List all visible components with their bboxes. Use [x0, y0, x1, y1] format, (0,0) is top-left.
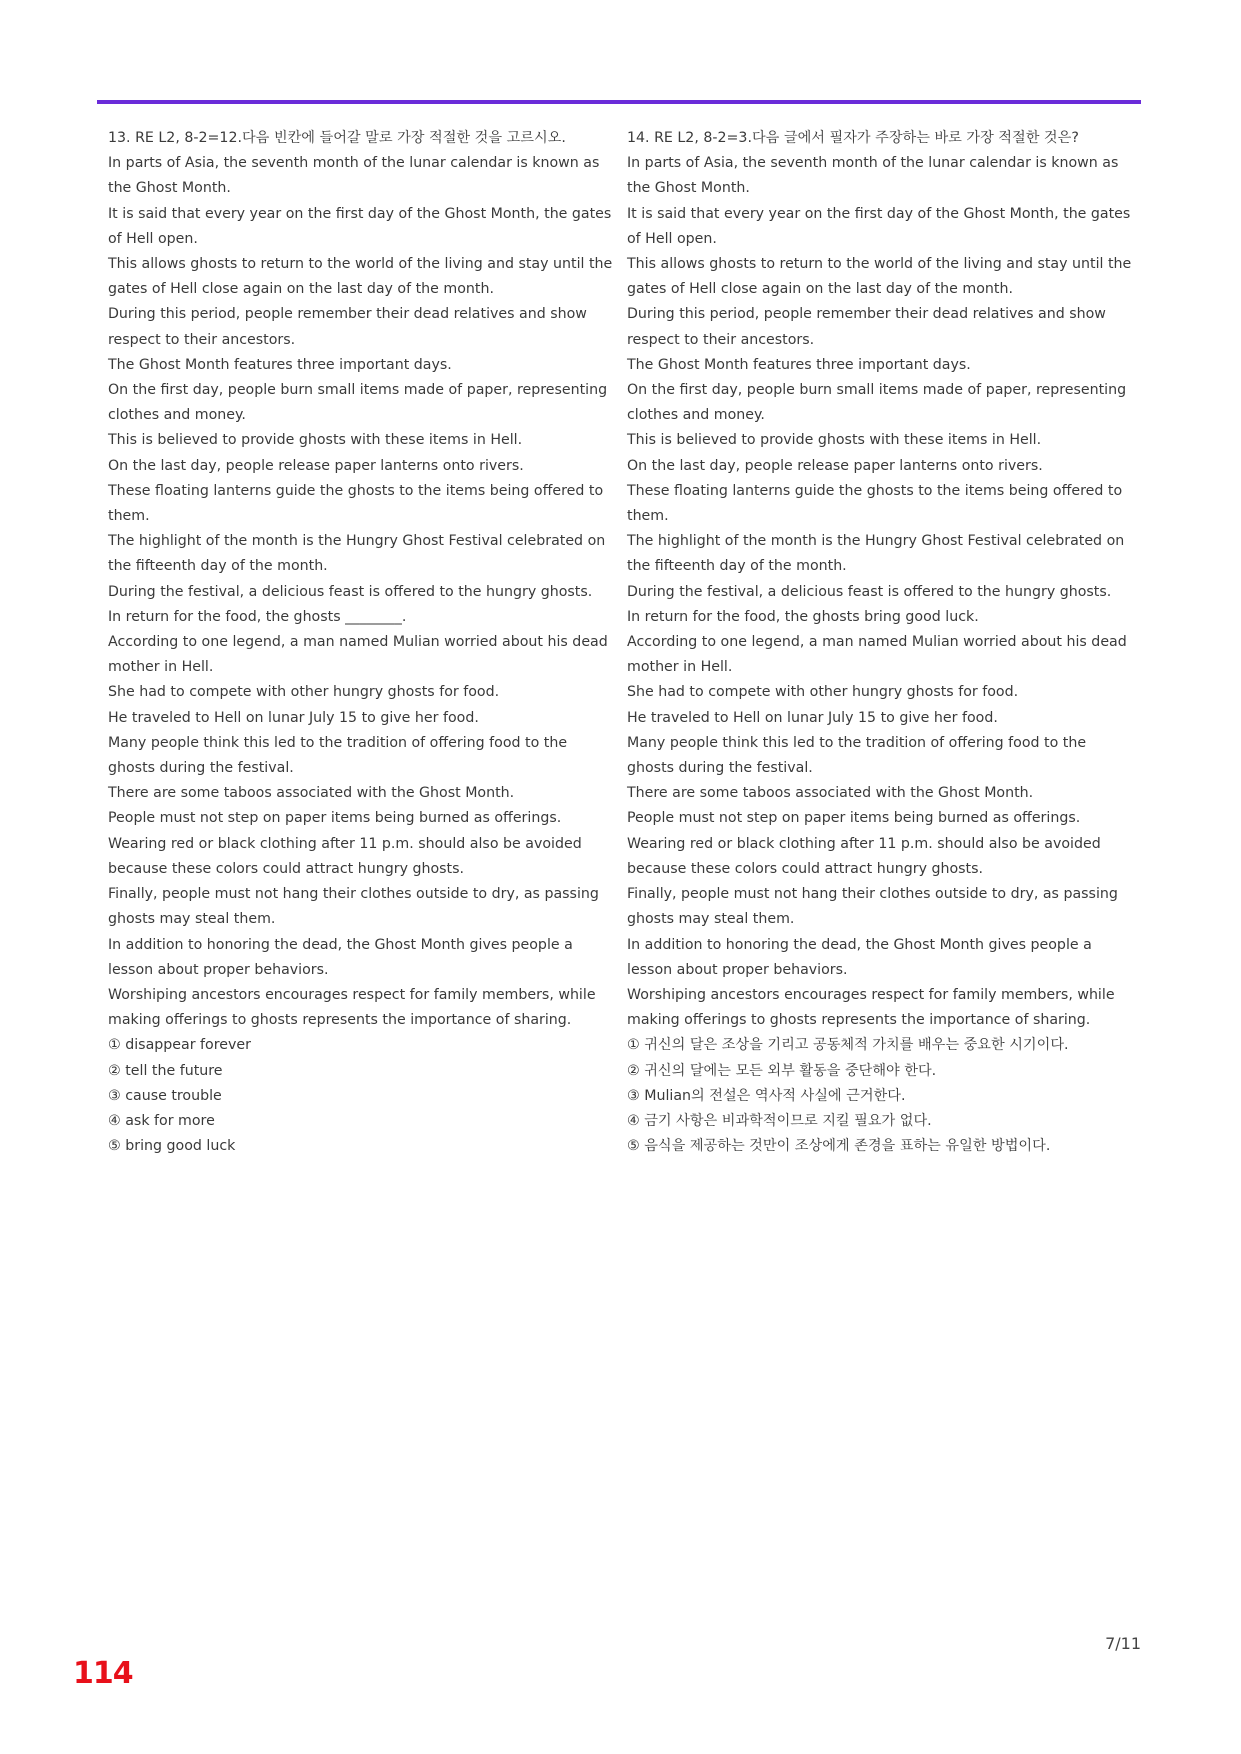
- question-title: 14. RE L2, 8-2=3.다음 글에서 필자가 주장하는 바로 가장 적절한 것은?: [627, 130, 1079, 146]
- answer-options: [108, 1033, 613, 1159]
- passage-line: Worshiping ancestors encourages respect for family members, while making offerings to ghosts represents the importance of sharing.: [108, 986, 596, 1029]
- passage-line: He traveled to Hell on lunar July 15 to give her food.: [627, 709, 998, 726]
- passage-line: Wearing red or black clothing after 11 p.m. should also be avoided because these colors could attract hungry ghosts.: [627, 835, 1101, 877]
- question-title: 13. RE L2, 8-2=12.다음 빈칸에 들어갈 말로 가장 적절한 것을 고르시오.: [108, 130, 566, 146]
- passage-line: She had to compete with other hungry ghosts for food.: [108, 684, 500, 701]
- passage-line: In parts of Asia, the seventh month of the lunar calendar is known as the Ghost Month.: [108, 155, 600, 197]
- option-1[interactable]: ① disappear forever: [108, 1037, 251, 1054]
- passage-line: According to one legend, a man named Mulian worried about his dead mother in Hell.: [108, 634, 608, 676]
- passage-line: There are some taboos associated with the Ghost Month.: [108, 785, 515, 802]
- passage-line: These floating lanterns guide the ghosts to the items being offered to them.: [627, 482, 1123, 525]
- question-13: [108, 126, 613, 1159]
- passage-line: There are some taboos associated with the Ghost Month.: [627, 785, 1034, 802]
- passage-line: On the first day, people burn small items made of paper, representing clothes and money.: [108, 382, 608, 424]
- option-2[interactable]: ② tell the future: [108, 1062, 223, 1079]
- passage: [108, 151, 613, 1033]
- passage-line: This allows ghosts to return to the world of the living and stay until the gates of Hell close again on the last day of the month.: [627, 256, 1132, 298]
- passage-line: The Ghost Month features three important days.: [108, 356, 452, 373]
- option-5[interactable]: ⑤ 음식을 제공하는 것만이 조상에게 존경을 표하는 유일한 방법이다.: [627, 1138, 1051, 1155]
- passage-line: In return for the food, the ghosts bring good luck.: [627, 608, 979, 625]
- passage-line: It is said that every year on the first day of the Ghost Month, the gates of Hell open.: [627, 205, 1131, 247]
- option-3[interactable]: ③ cause trouble: [108, 1087, 222, 1104]
- passage-line: This allows ghosts to return to the world of the living and stay until the gates of Hell close again on the last day of the month.: [108, 256, 613, 298]
- passage-line: Worshiping ancestors encourages respect for family members, while making offerings to ghosts represents the importance of sharing.: [627, 986, 1115, 1029]
- passage-line: Finally, people must not hang their clothes outside to dry, as passing ghosts may steal them.: [108, 886, 599, 928]
- passage-line: Wearing red or black clothing after 11 p.m. should also be avoided because these colors could attract hungry ghosts.: [108, 835, 582, 877]
- passage-line: He traveled to Hell on lunar July 15 to give her food.: [108, 709, 479, 726]
- passage-line: According to one legend, a man named Mulian worried about his dead mother in Hell.: [627, 634, 1127, 676]
- passage-line: In addition to honoring the dead, the Ghost Month gives people a lesson about proper behaviors.: [108, 936, 573, 978]
- option-3[interactable]: ③ Mulian의 전설은 역사적 사실에 근거한다.: [627, 1087, 906, 1104]
- passage-line: In addition to honoring the dead, the Ghost Month gives people a lesson about proper behaviors.: [627, 936, 1092, 978]
- passage-line: People must not step on paper items being burned as offerings.: [108, 810, 562, 827]
- passage-line: Finally, people must not hang their clothes outside to dry, as passing ghosts may steal them.: [627, 886, 1118, 928]
- question-14: [627, 126, 1132, 1159]
- option-4[interactable]: ④ ask for more: [108, 1112, 215, 1129]
- passage-line: Many people think this led to the tradition of offering food to the ghosts during the festival.: [627, 734, 1087, 777]
- passage-line: On the last day, people release paper lanterns onto rivers.: [108, 457, 524, 474]
- passage-line: On the first day, people burn small items made of paper, representing clothes and money.: [627, 382, 1127, 424]
- answer-options: [627, 1033, 1132, 1159]
- page-badge: 114: [73, 1656, 133, 1691]
- passage-line-blank: In return for the food, the ghosts ________.: [108, 608, 407, 625]
- passage-line: During this period, people remember their dead relatives and show respect to their ancestors.: [108, 306, 587, 348]
- passage-line: In parts of Asia, the seventh month of the lunar calendar is known as the Ghost Month.: [627, 155, 1119, 197]
- option-2[interactable]: ② 귀신의 달에는 모든 외부 활동을 중단해야 한다.: [627, 1062, 937, 1079]
- passage-line: She had to compete with other hungry ghosts for food.: [627, 684, 1019, 701]
- passage-line: The highlight of the month is the Hungry Ghost Festival celebrated on the fifteenth day of the month.: [627, 533, 1125, 575]
- passage-line: During the festival, a delicious feast is offered to the hungry ghosts.: [108, 583, 593, 600]
- passage-line: People must not step on paper items being burned as offerings.: [627, 810, 1081, 827]
- passage-line: The Ghost Month features three important days.: [627, 356, 971, 373]
- option-5[interactable]: ⑤ bring good luck: [108, 1138, 236, 1155]
- passage-line: During this period, people remember their dead relatives and show respect to their ancestors.: [627, 306, 1106, 348]
- option-1[interactable]: ① 귀신의 달은 조상을 기리고 공동체적 가치를 배우는 중요한 시기이다.: [627, 1037, 1069, 1054]
- passage-line: This is believed to provide ghosts with these items in Hell.: [108, 432, 523, 449]
- passage-line: This is believed to provide ghosts with these items in Hell.: [627, 432, 1042, 449]
- passage-line: On the last day, people release paper lanterns onto rivers.: [627, 457, 1043, 474]
- passage-line: These floating lanterns guide the ghosts to the items being offered to them.: [108, 482, 604, 525]
- passage-line: It is said that every year on the first day of the Ghost Month, the gates of Hell open.: [108, 205, 612, 247]
- passage-line: Many people think this led to the tradition of offering food to the ghosts during the festival.: [108, 734, 568, 777]
- passage: [627, 151, 1132, 1033]
- option-4[interactable]: ④ 금기 사항은 비과학적이므로 지킬 필요가 없다.: [627, 1112, 932, 1129]
- passage-line: The highlight of the month is the Hungry Ghost Festival celebrated on the fifteenth day of the month.: [108, 533, 606, 575]
- header-rule: [97, 100, 1141, 104]
- page-indicator: 7/11: [1105, 1634, 1141, 1653]
- passage-line: During the festival, a delicious feast is offered to the hungry ghosts.: [627, 583, 1112, 600]
